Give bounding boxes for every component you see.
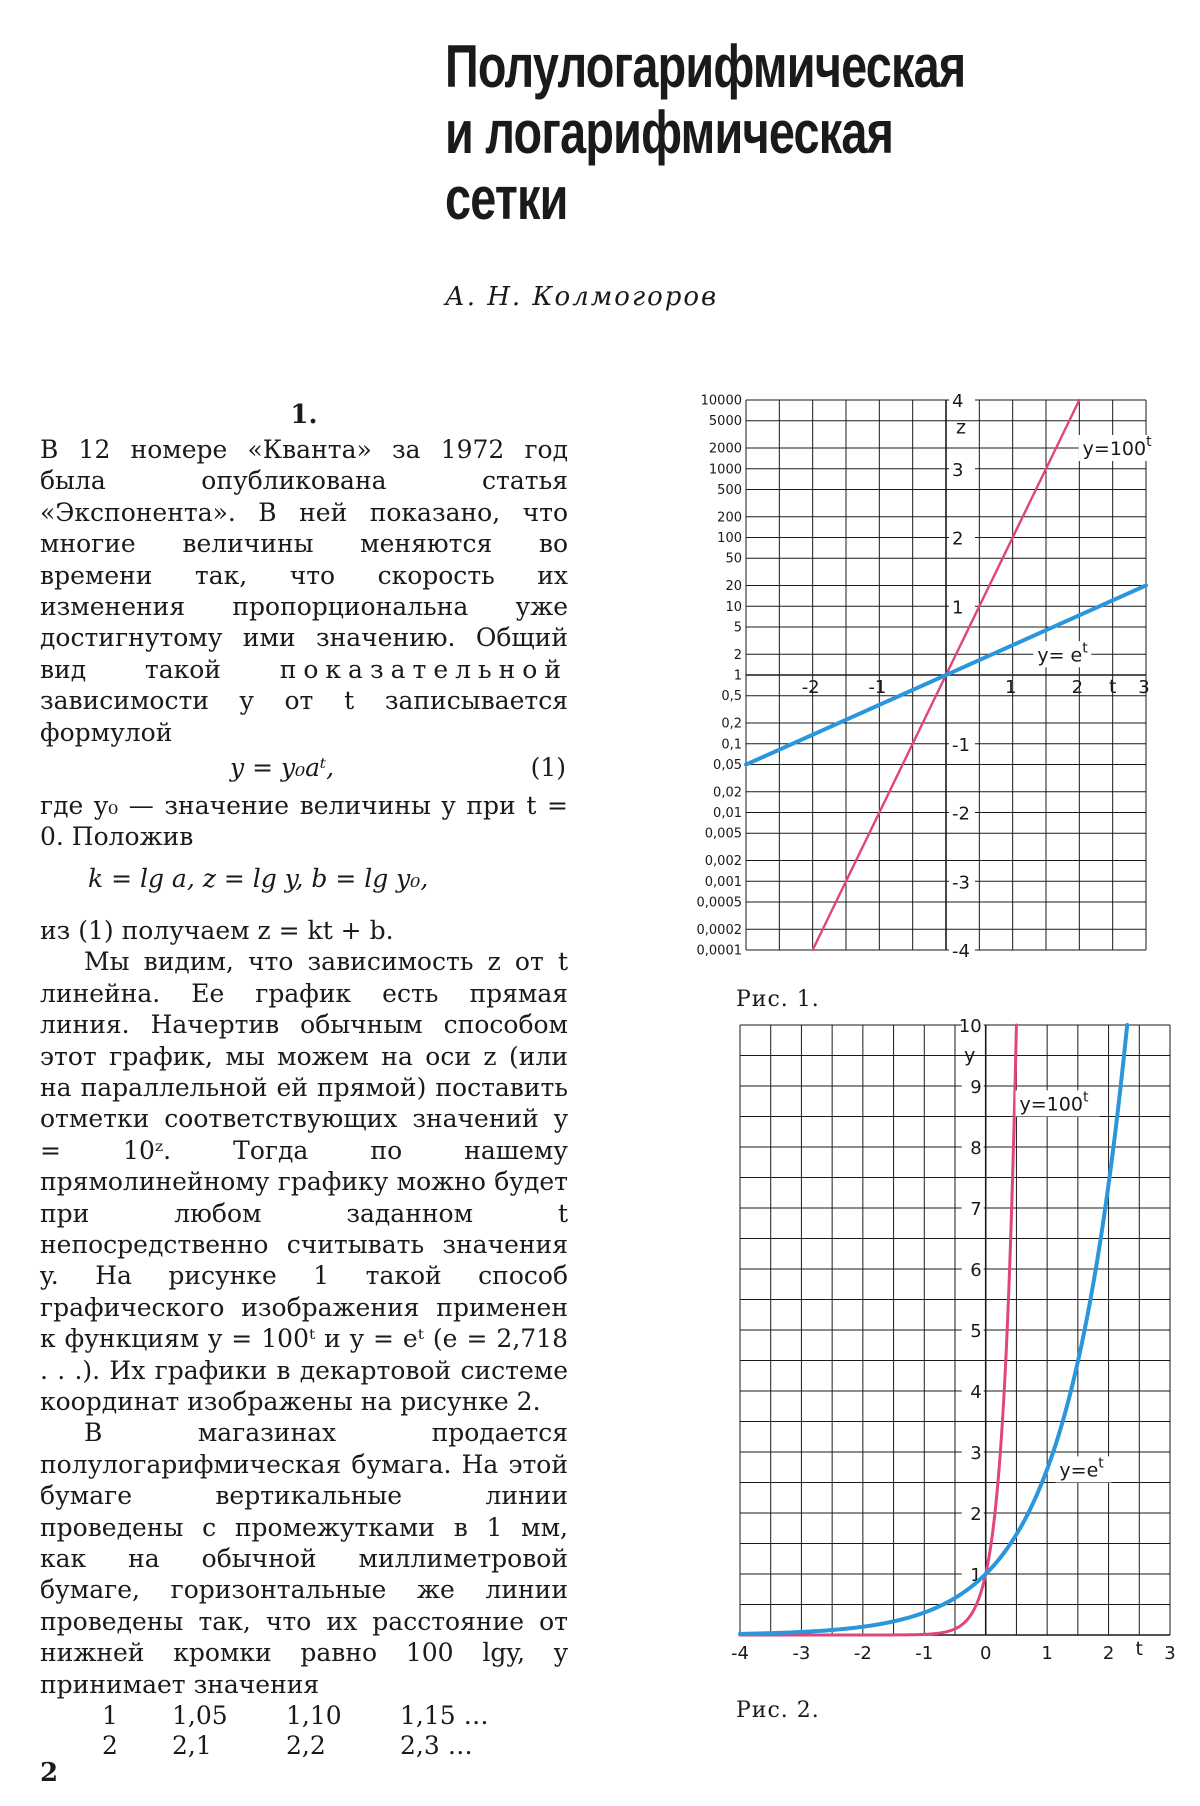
y-scale-label: 2000 [708, 441, 742, 457]
y-scale-label: 0,5 [721, 689, 742, 705]
y-scale-label: 5000 [708, 414, 742, 430]
y-scale-label: 0,1 [721, 737, 742, 753]
y-scale-label: 5 [733, 620, 742, 636]
value-cell: 2,2 [286, 1731, 326, 1761]
title-line-2: и логарифмическая [445, 99, 894, 166]
y-tick-label: 10 [958, 1016, 982, 1037]
y-scale-label: 1000 [708, 462, 742, 478]
formula-1 [40, 748, 568, 790]
y-scale-label: 20 [725, 579, 742, 595]
y-scale-label: 0,05 [713, 757, 742, 773]
z-tick-label: 2 [952, 528, 964, 550]
y-scale-label: 10000 [700, 393, 742, 409]
article-title [445, 34, 991, 232]
value-cell: 1,10 [286, 1701, 342, 1731]
x-axis-label: t [1108, 676, 1117, 698]
y-axis-label: y [964, 1044, 976, 1067]
value-cell: 1,05 [172, 1701, 228, 1731]
y-tick-label: 1 [970, 1565, 982, 1586]
value-cell: 2,3 … [400, 1731, 473, 1761]
x-tick-label: -1 [868, 677, 887, 698]
figure-2-chart [720, 1010, 1176, 1670]
legend-et: $y= e^t$ [1037, 640, 1088, 667]
z-tick-label: 3 [952, 459, 964, 481]
x-tick-label: -4 [731, 1643, 749, 1664]
y-scale-label: 0,01 [713, 806, 742, 821]
x-tick-label: -3 [792, 1643, 811, 1664]
formula-1-number: (1) [530, 753, 566, 783]
y-tick-label: 9 [970, 1077, 982, 1098]
paragraph-1-spaced-word: показательной [279, 654, 568, 684]
z-tick-label: -1 [952, 734, 970, 756]
x-tick-label: 2 [1071, 677, 1084, 698]
y-scale-label: 100 [717, 531, 742, 546]
y-scale-label: 500 [717, 482, 742, 498]
y-scale-label: 200 [717, 510, 742, 526]
y-tick-label: 7 [970, 1199, 982, 1220]
z-tick-label: -4 [952, 941, 970, 962]
y-scale-label: 0,002 [704, 854, 742, 870]
legend-100t: $y=100^t$ [1019, 1089, 1089, 1116]
title-line-3: сетки [445, 165, 568, 232]
y-tick-label: 8 [970, 1138, 982, 1159]
y-tick-label: 2 [970, 1504, 982, 1525]
formula-2: k = lg a, z = lg y, b = lg y₀, [88, 863, 429, 893]
paragraph-2: где y₀ — значение величины y при t = 0. Положив [40, 791, 568, 852]
figure-1-caption: Рис. 1. [736, 987, 820, 1012]
paragraph-5: В магазинах продается полулогарифмическая бумага. На этой бумаге вертикальные линии проведены с промежутками в 1 мм, как на обычной миллиметровой бумаге, горизонтальные же линии проведены так, что их расстояние от нижней кромки равно 100 lgy, y принимает значения [40, 1418, 568, 1699]
figure-1-chart [670, 385, 1170, 965]
x-tick-label: -1 [915, 1643, 934, 1664]
title-line-1: Полулогарифмическая [445, 33, 966, 100]
x-tick-label: -2 [801, 677, 820, 698]
z-tick-label: 4 [952, 391, 964, 412]
page-number: 2 [40, 1758, 59, 1788]
y-scale-label: 0,2 [721, 716, 742, 732]
value-row-2 [102, 1730, 568, 1760]
y-tick-label: 4 [970, 1382, 982, 1403]
x-tick-label: 1 [1004, 677, 1017, 698]
value-cell: 1 [102, 1701, 118, 1731]
y-scale-label: 0,0001 [696, 943, 742, 959]
y-scale-label: 0,005 [704, 826, 742, 842]
x-tick-label: 1 [1041, 1643, 1053, 1664]
x-tick-label: 0 [979, 1643, 992, 1664]
z-tick-label: 1 [952, 597, 964, 619]
formula-1-expression: y = y₀aᵗ, [230, 753, 335, 783]
author: А. Н. Колмогоров [445, 282, 719, 312]
text-column [40, 400, 568, 1760]
z-axis-label: z [956, 416, 966, 439]
paragraph-4: Мы видим, что зависимость z от t линейна. Ее график есть прямая линия. Начертив обычным способом этот график, мы можем на оси z (или на параллельной ей прямой) поставить отметки соответствующих значений y = 10ᶻ. Тогда по нашему прямолинейному графику можно будет при любом заданном t непосредственно считывать значения y. На рисунке 1 такой способ графического изображения применен к функциям y = 100ᵗ и y = eᵗ (e = 2,718 . . .). Их графики в декартовой системе координат изображены на рисунке 2. [40, 947, 568, 1416]
x-tick-label: 3 [1164, 1643, 1176, 1664]
paragraph-1-end: зависимости y от t записывается формулой [40, 686, 568, 747]
y-scale-label: 0,0005 [696, 895, 742, 911]
z-tick-label: -3 [952, 872, 970, 894]
value-cell: 2 [102, 1731, 118, 1761]
x-tick-label: 2 [1102, 1643, 1115, 1664]
x-tick-label: 3 [1138, 677, 1150, 698]
y-scale-label: 10 [725, 599, 742, 615]
value-cell: 2,1 [172, 1731, 212, 1761]
y-scale-label: 0,0002 [696, 922, 742, 938]
y-scale-label: 0,001 [704, 874, 742, 890]
x-tick-label: -2 [853, 1643, 872, 1664]
paragraph-1-text: В 12 номере «Кванта» за 1972 год была опубликована статья «Экспонента». В ней показано, что многие величины меняются во времени так, что скорость их изменения пропорциональна уже достигнутому ими значению. Общий вид такой [40, 435, 568, 684]
x-axis-label: t [1135, 1638, 1144, 1660]
y-tick-label: 6 [970, 1260, 982, 1281]
legend-100t: $y=100^t$ [1082, 434, 1152, 460]
y-tick-label: 5 [970, 1321, 982, 1342]
value-cell: 1,15 … [400, 1701, 489, 1731]
value-row-1 [102, 1700, 568, 1730]
paragraph-1 [40, 434, 568, 748]
y-scale-label: 50 [725, 551, 742, 567]
y-scale-label: 1 [733, 668, 742, 684]
z-tick-label: -2 [952, 803, 970, 825]
y-scale-label: 2 [733, 647, 742, 663]
y-tick-label: 3 [970, 1443, 982, 1464]
paragraph-3: из (1) получаем z = kt + b. [40, 915, 394, 945]
legend-et: $y=e^t$ [1059, 1455, 1104, 1482]
figure-2-caption: Рис. 2. [736, 1698, 820, 1723]
section-number: 1. [290, 400, 318, 430]
y-scale-label: 0,02 [713, 785, 742, 801]
